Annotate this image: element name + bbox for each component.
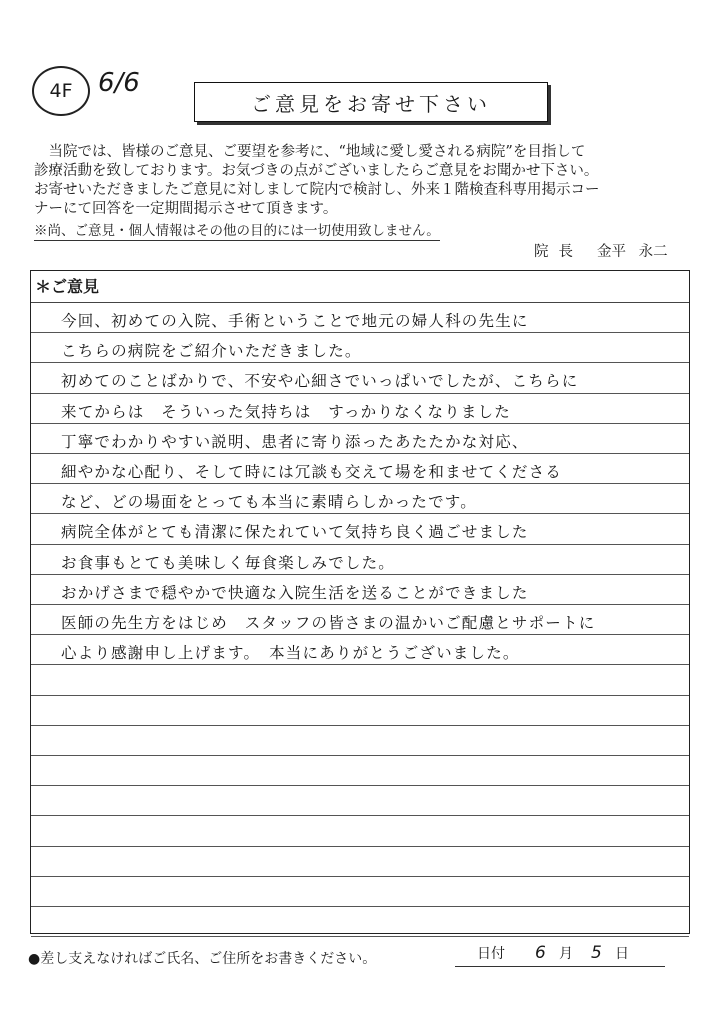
date-month-unit: 月 <box>559 946 573 962</box>
opinion-text-line: など、どの場面をとっても本当に素晴らしかったです。 <box>61 493 477 512</box>
ruled-line <box>31 574 689 575</box>
ruled-line <box>31 634 689 635</box>
intro-line: ナーにて回答を一定期間掲示させて頂きます。 <box>34 201 338 217</box>
intro-line: 診療活動を致しております。お気づきの点がございましたらご意見をお聞かせ下さい。 <box>34 163 599 179</box>
handwritten-received-date: 6/6 <box>98 68 140 98</box>
signature-title: 院長 <box>534 244 583 260</box>
signature-name: 金平 永二 <box>597 244 668 260</box>
ruled-line <box>31 544 689 545</box>
date-label: 日付 <box>477 946 505 962</box>
ruled-line <box>31 423 689 424</box>
ruled-line <box>31 513 689 514</box>
ruled-line <box>31 936 689 937</box>
form-title: ご意見をお寄せ下さい <box>194 82 548 122</box>
ruled-line <box>31 876 689 877</box>
ruled-line <box>31 725 689 726</box>
ruled-line <box>31 393 689 394</box>
ruled-line <box>31 695 689 696</box>
opinion-text-line: おかげさまで穏やかで快適な入院生活を送ることができました <box>61 583 529 602</box>
ruled-line <box>31 332 689 333</box>
intro-text <box>34 143 694 219</box>
opinion-text-line: 丁寧でわかりやすい説明、患者に寄り添ったあたたかな対応、 <box>61 432 529 451</box>
intro-line: 当院では、皆様のご意見、ご要望を参考に、“地域に愛し愛される病院”を目指して <box>48 144 586 160</box>
director-signature <box>534 240 668 261</box>
date-day-unit: 日 <box>615 946 629 962</box>
date-field <box>455 944 665 967</box>
ruled-line <box>31 815 689 816</box>
opinion-text-line: こちらの病院をご紹介いただきました。 <box>61 342 362 361</box>
intro-line: お寄せいただきましたご意見に対しまして院内で検討し、外来１階検査科専用掲示コー <box>34 182 600 198</box>
ruled-line <box>31 846 689 847</box>
opinion-text-line: 細やかな心配り、そして時には冗談も交えて場を和ませてくださる <box>61 463 563 481</box>
ruled-line <box>31 453 689 454</box>
privacy-notice: ※尚、ご意見・個人情報はその他の目的には一切使用致しません。 <box>34 219 440 241</box>
floor-mark: 4F <box>32 66 90 116</box>
ruled-line <box>31 906 689 907</box>
ruled-line <box>31 755 689 756</box>
opinion-text-line: 心より感謝申し上げます。 本当にありがとうございました。 <box>61 644 520 663</box>
opinion-text-line: 病院全体がとても清潔に保たれていて気持ち良く過ごせました <box>61 523 529 542</box>
opinion-text-line: 来てからは そういった気持ちは すっかりなくなりました <box>61 402 511 421</box>
opinion-header: ＊ご意見 <box>31 271 689 303</box>
ruled-line <box>31 604 689 605</box>
opinion-text-line: 今回、初めての入院、手術ということで地元の婦人科の先生に <box>61 312 529 330</box>
opinion-text-line: お食事もとても美味しく毎食楽しみでした。 <box>61 553 396 572</box>
opinion-text-line: 医師の先生方をはじめ スタッフの皆さまの温かいご配慮とサポートに <box>61 614 596 632</box>
ruled-line <box>31 664 689 665</box>
footer-note: ●差し支えなければご氏名、ご住所をお書きください。 <box>28 951 377 967</box>
opinion-text-line: 初めてのことばかりで、不安や心細さでいっぱいでしたが、こちらに <box>61 372 579 391</box>
ruled-line <box>31 362 689 363</box>
opinion-box <box>30 270 690 934</box>
date-month-value: 6 <box>535 943 546 963</box>
date-day-value: 5 <box>591 943 602 963</box>
ruled-line <box>31 483 689 484</box>
ruled-line <box>31 785 689 786</box>
